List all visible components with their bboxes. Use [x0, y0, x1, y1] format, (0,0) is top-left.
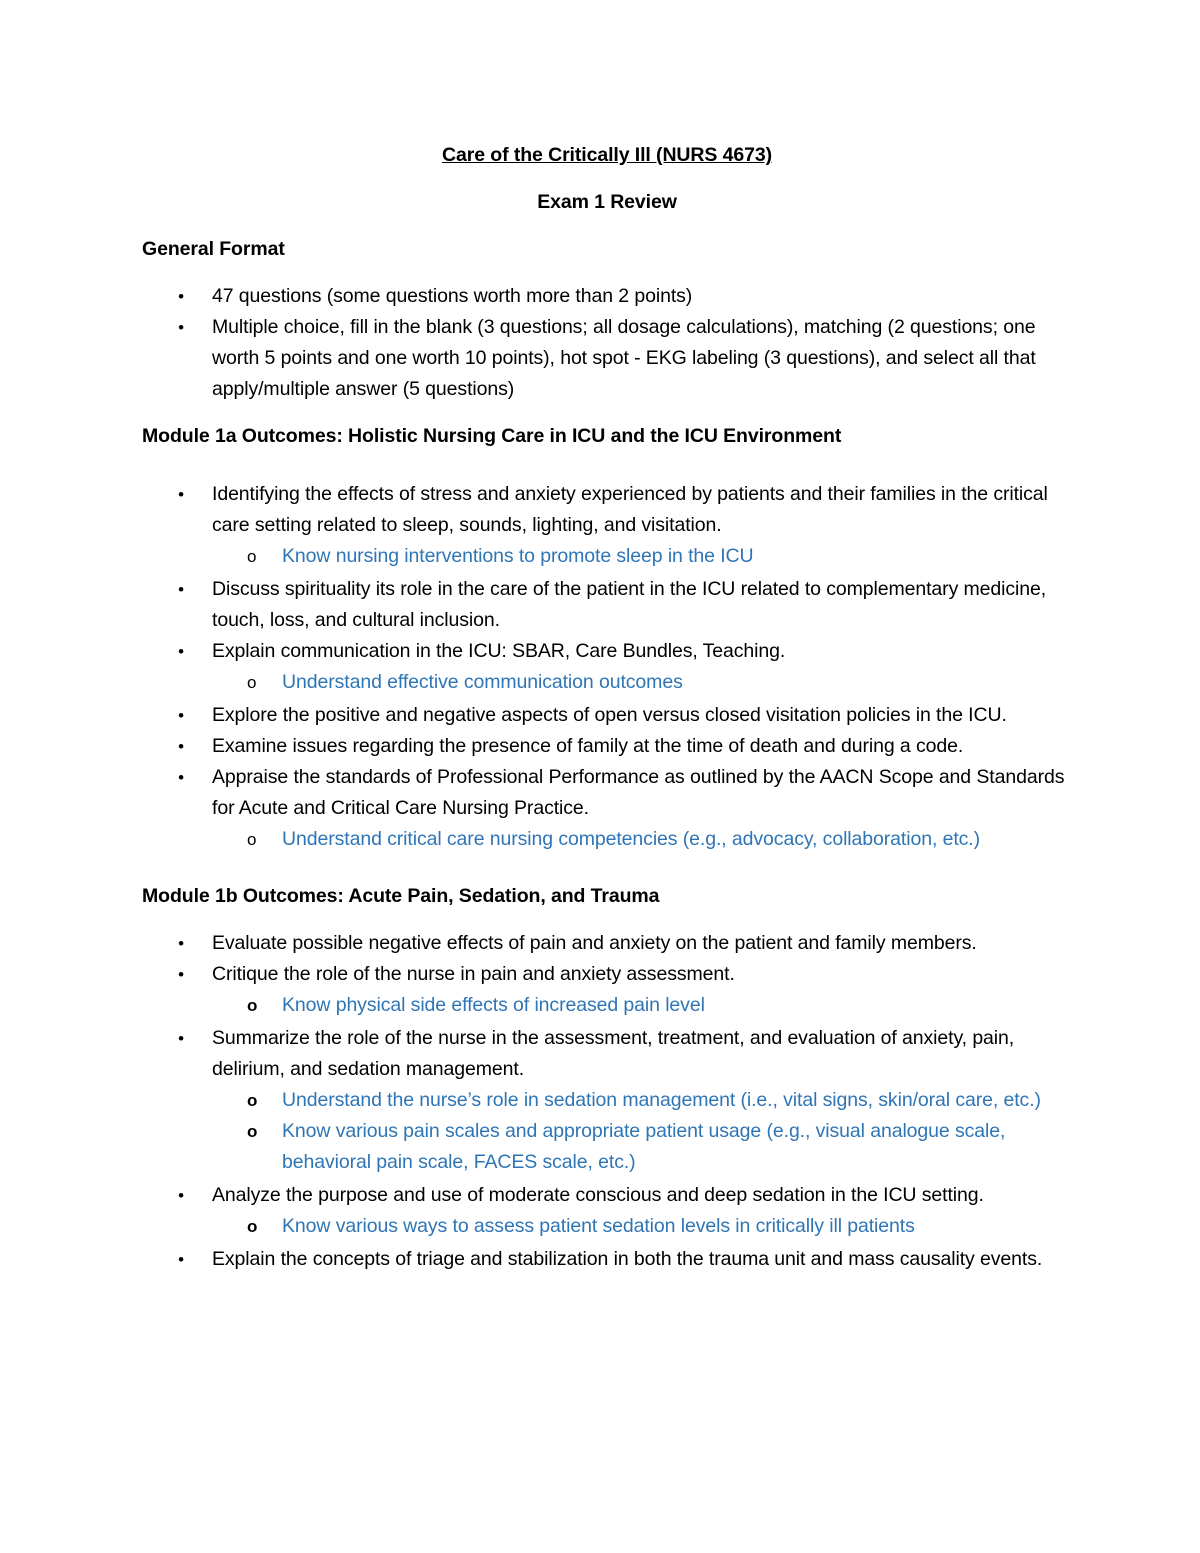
- bullet-icon: •: [178, 965, 184, 984]
- list-item: [142, 928, 1072, 959]
- list-item-text: Multiple choice, fill in the blank (3 questions; all dosage calculations), matching (2 questions; one worth 5 points and one worth 10 points), hot spot - EKG labeling (3 questions), and select all that apply/multiple answer (5 questions): [212, 316, 1036, 400]
- bullet-icon: •: [178, 580, 184, 599]
- sub-list-item-text: Know physical side effects of increased pain level: [282, 994, 705, 1016]
- list-item-text: Identifying the effects of stress and anxiety experienced by patients and their families in the critical care setting related to sleep, sounds, lighting, and visitation.: [212, 483, 1048, 536]
- sub-bullet-icon: o: [247, 547, 257, 566]
- sub-list-item: [142, 541, 1072, 572]
- bullet-icon: •: [178, 737, 184, 756]
- sub-list-item: [142, 824, 1072, 855]
- sub-list-item-text: Know various ways to assess patient sedation levels in critically ill patients: [282, 1215, 915, 1237]
- section-heading-module-1b: Module 1b Outcomes: Acute Pain, Sedation, and Trauma: [142, 885, 660, 907]
- sub-list-item-text: Know nursing interventions to promote sleep in the ICU: [282, 545, 754, 567]
- list-item-text: Examine issues regarding the presence of family at the time of death and during a code.: [212, 735, 964, 757]
- list-item: [142, 281, 1072, 312]
- sub-bullet-icon: o: [247, 830, 257, 849]
- bullet-icon: •: [178, 1029, 184, 1048]
- list-item-text: Explain communication in the ICU: SBAR, Care Bundles, Teaching.: [212, 640, 786, 662]
- list-item-text: 47 questions (some questions worth more than 2 points): [212, 285, 693, 307]
- bullet-icon: •: [178, 642, 184, 661]
- section-heading-module-1a: Module 1a Outcomes: Holistic Nursing Care in ICU and the ICU Environment: [142, 425, 842, 447]
- bullet-icon: •: [178, 318, 184, 337]
- list-item: [142, 574, 1072, 636]
- sub-list-item: [142, 1211, 1072, 1242]
- sub-bullet-icon: o: [247, 1122, 258, 1141]
- sub-list-item-text: Understand the nurse’s role in sedation management (i.e., vital signs, skin/oral care, etc.): [282, 1089, 1041, 1111]
- module-1b-list: [142, 928, 1072, 1275]
- document-subtitle: Exam 1 Review: [537, 191, 677, 213]
- list-item: [142, 479, 1072, 541]
- module-1a-list: [142, 479, 1072, 855]
- sub-bullet-icon: o: [247, 1091, 258, 1110]
- list-item-text: Appraise the standards of Professional Performance as outlined by the AACN Scope and Standards for Acute and Critical Care Nursing Practice.: [212, 766, 1065, 819]
- list-item-text: Critique the role of the nurse in pain and anxiety assessment.: [212, 963, 735, 985]
- sub-list-item: [142, 667, 1072, 698]
- list-item: [142, 731, 1072, 762]
- section-heading-general-format: General Format: [142, 238, 285, 260]
- document-title: Care of the Critically Ill (NURS 4673): [442, 144, 772, 166]
- general-format-list: [142, 281, 1072, 405]
- list-item: [142, 762, 1072, 824]
- list-item: [142, 700, 1072, 731]
- bullet-icon: •: [178, 1186, 184, 1205]
- bullet-icon: •: [178, 287, 184, 306]
- list-item: [142, 636, 1072, 667]
- document-body: [142, 140, 1072, 1275]
- sub-bullet-icon: o: [247, 1217, 258, 1236]
- list-item-text: Explore the positive and negative aspects of open versus closed visitation policies in the ICU.: [212, 704, 1007, 726]
- list-item-text: Explain the concepts of triage and stabilization in both the trauma unit and mass causality events.: [212, 1248, 1043, 1270]
- bullet-icon: •: [178, 934, 184, 953]
- sub-list-item: [142, 1116, 1072, 1178]
- bullet-icon: •: [178, 1250, 184, 1269]
- list-item-text: Discuss spirituality its role in the care of the patient in the ICU related to complementary medicine, touch, loss, and cultural inclusion.: [212, 578, 1047, 631]
- bullet-icon: •: [178, 706, 184, 725]
- sub-list-item: [142, 990, 1072, 1021]
- sub-list-item-text: Understand effective communication outcomes: [282, 671, 683, 693]
- list-item: [142, 1023, 1072, 1085]
- sub-bullet-icon: o: [247, 996, 258, 1015]
- list-item-text: Evaluate possible negative effects of pain and anxiety on the patient and family members.: [212, 932, 977, 954]
- list-item: [142, 1244, 1072, 1275]
- list-item: [142, 1180, 1072, 1211]
- bullet-icon: •: [178, 485, 184, 504]
- sub-bullet-icon: o: [247, 673, 257, 692]
- sub-list-item-text: Understand critical care nursing competencies (e.g., advocacy, collaboration, etc.): [282, 828, 981, 850]
- sub-list-item: [142, 1085, 1072, 1116]
- bullet-icon: •: [178, 768, 184, 787]
- sub-list-item-text: Know various pain scales and appropriate patient usage (e.g., visual analogue scale, behavioral pain scale, FACES scale, etc.): [282, 1120, 1006, 1173]
- list-item-text: Summarize the role of the nurse in the assessment, treatment, and evaluation of anxiety, pain, delirium, and sedation management.: [212, 1027, 1015, 1080]
- list-item: [142, 959, 1072, 990]
- list-item: [142, 312, 1072, 405]
- list-item-text: Analyze the purpose and use of moderate conscious and deep sedation in the ICU setting.: [212, 1184, 984, 1206]
